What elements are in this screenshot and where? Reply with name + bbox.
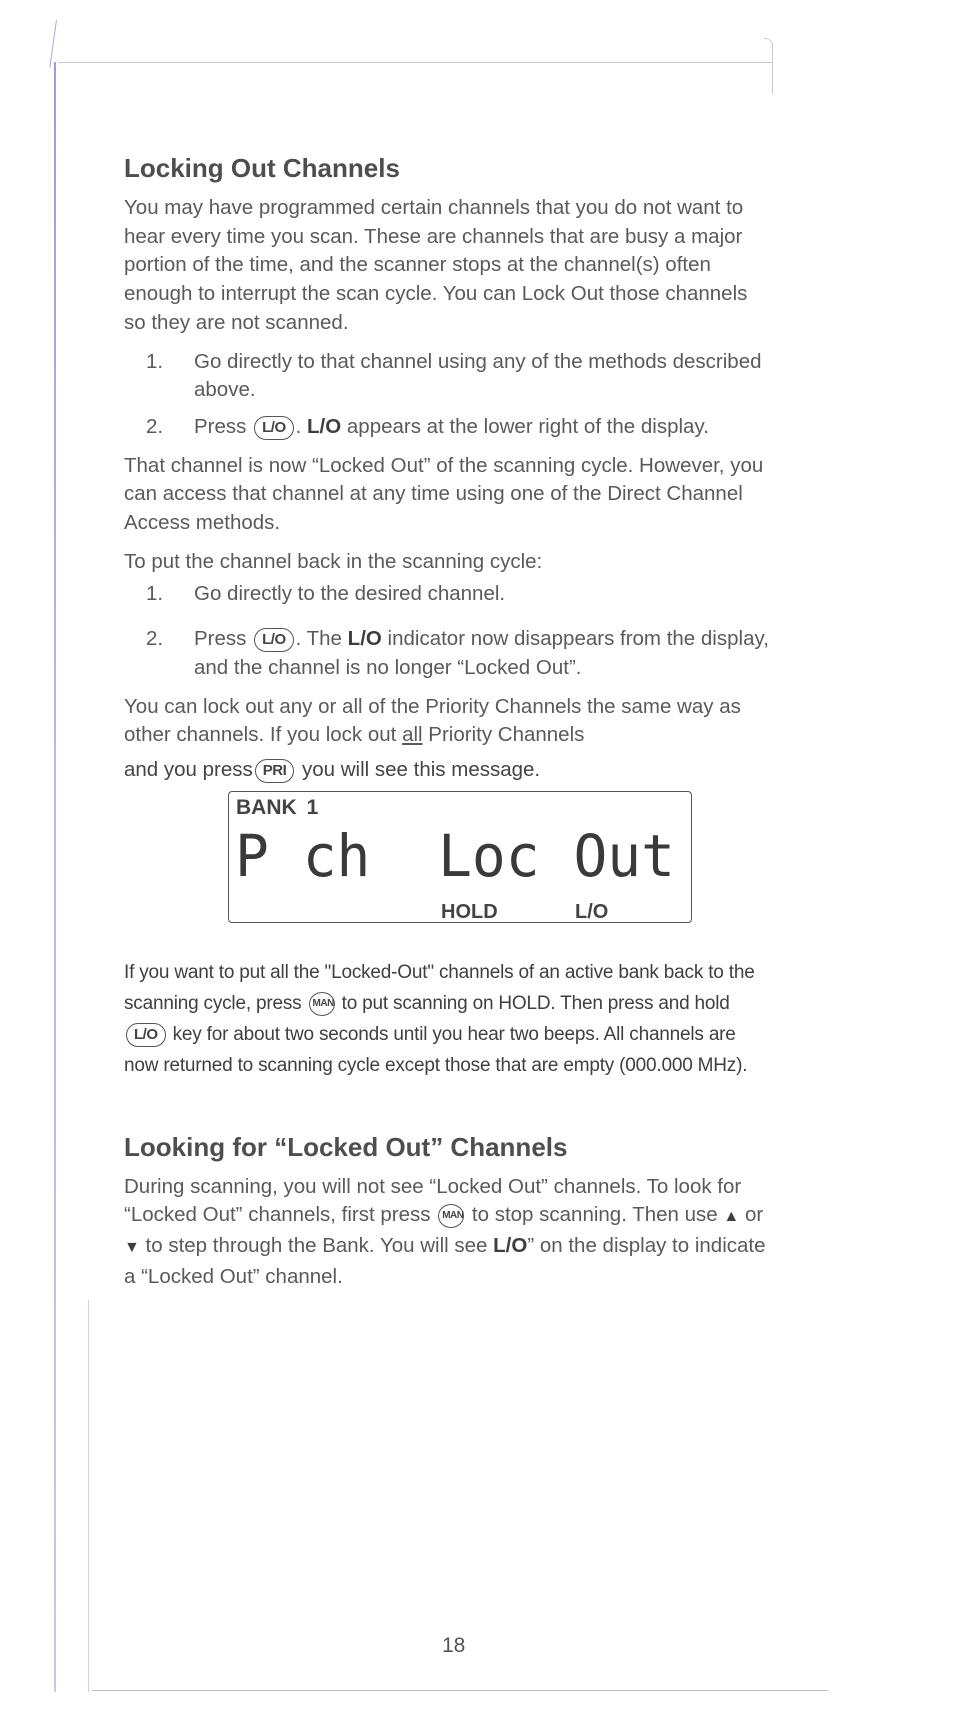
priority-paragraph [124, 693, 774, 750]
priority-text-post: Priority Channels [428, 723, 585, 747]
step-number: 2. [146, 414, 164, 438]
restore-all-paragraph [124, 957, 774, 1081]
list-item [124, 348, 774, 405]
pri-key-icon: PRI [255, 759, 295, 783]
page-edge-bottom [92, 1690, 828, 1691]
lcd-segment-readout: P ch Loc Out [235, 821, 675, 890]
press-text-post: you will see this message. [302, 757, 541, 781]
step-text-mid: . [295, 414, 302, 438]
step-number: 2. [146, 627, 164, 651]
step-text-pre: Press [194, 627, 247, 651]
step-text-post: indicator now disappears from the display, and the channel is no longer “Locked Out”. [194, 627, 769, 679]
press-pri-line [124, 756, 774, 785]
step-text-post: appears at the lower right of the display. [346, 414, 709, 438]
step-number: 1. [146, 349, 164, 373]
looking-text-or: or [744, 1203, 764, 1227]
lcd-display [228, 791, 692, 923]
press-text-pre: and you press [124, 757, 253, 781]
lo-key-icon: L/O [254, 628, 294, 652]
list-item [124, 625, 774, 682]
step-text-mid: . The [295, 627, 342, 651]
locked-out-paragraph: That channel is now “Locked Out” of the scanning cycle. However, you can access that channel at any time using one of the Direct Channel Access methods. [124, 453, 764, 535]
step-number: 1. [146, 582, 164, 606]
looking-for-paragraph [124, 1173, 774, 1292]
lo-key-icon: L/O [126, 1023, 166, 1047]
restore-intro: To put the channel back in the scanning cycle: [124, 549, 543, 573]
priority-text-all: all [402, 723, 423, 747]
page-content [124, 152, 774, 1301]
page-edge-corner [764, 38, 773, 94]
lcd-lo-indicator: L/O [575, 900, 609, 923]
section-heading-looking-for: Looking for “Locked Out” Channels [124, 1131, 568, 1162]
section-heading-locking-out: Locking Out Channels [124, 153, 400, 183]
intro-paragraph: You may have programmed certain channels that you do not want to hear every time you scan. These are channels that are busy a major portion of the time, and the scanner stops at the channel(s) often enough to interrupt the scan cycle. You can Lock Out those channels so they are not scanned. [124, 196, 748, 334]
looking-text-2: to stop scanning. Then use [471, 1203, 718, 1227]
lockout-steps [124, 348, 774, 442]
looking-text-4: ” on the display to indicate a “Locked Out” channel. [124, 1234, 766, 1288]
looking-text-1: During scanning, you will not see “Locked Out” channels. To look for “Locked Out” channels, first press [124, 1174, 742, 1227]
step-text-pre: Press [194, 414, 247, 438]
man-key-icon: MAN [309, 992, 335, 1016]
priority-text-pre: You can lock out any or all of the Priority Channels the same way as other channels. If you lock out [124, 694, 741, 747]
bank-number: 1 [306, 795, 319, 819]
lo-indicator-label: L/O [307, 414, 342, 438]
page-edge-top [58, 62, 772, 63]
page-edge-left-inner [88, 1300, 89, 1692]
lcd-hold-indicator: HOLD [441, 900, 498, 923]
bank-label: BANK [236, 795, 297, 819]
down-arrow-icon: ▼ [124, 1239, 140, 1257]
step-text: Go directly to that channel using any of the methods described above. [194, 349, 762, 402]
step-text: Go directly to the desired channel. [194, 582, 506, 606]
lcd-bank-label [236, 794, 318, 823]
restore-all-text-3: key for about two seconds until you hear two beeps. All channels are now returned to scanning cycle except those that are empty (000.000 MHz). [124, 1023, 748, 1076]
man-key-icon: MAN [438, 1204, 464, 1228]
lo-indicator-label: L/O [493, 1234, 528, 1258]
page-number: 18 [442, 1634, 466, 1657]
restore-steps [124, 580, 774, 682]
restore-all-text-1: If you want to put all the "Locked-Out" channels of an active bank back to the scanning cycle, press [124, 961, 755, 1014]
up-arrow-icon: ▲ [723, 1208, 740, 1226]
looking-text-3: to step through the Bank. You will see [145, 1234, 488, 1258]
restore-all-text-2: to put scanning on HOLD. Then press and hold [341, 992, 730, 1014]
lo-key-icon: L/O [254, 416, 294, 440]
page-edge-stroke [49, 20, 57, 68]
page-edge-left [54, 62, 56, 1692]
lo-indicator-label: L/O [347, 627, 382, 651]
lcd-segment-text [235, 820, 685, 890]
list-item [124, 580, 774, 609]
list-item [124, 413, 774, 442]
